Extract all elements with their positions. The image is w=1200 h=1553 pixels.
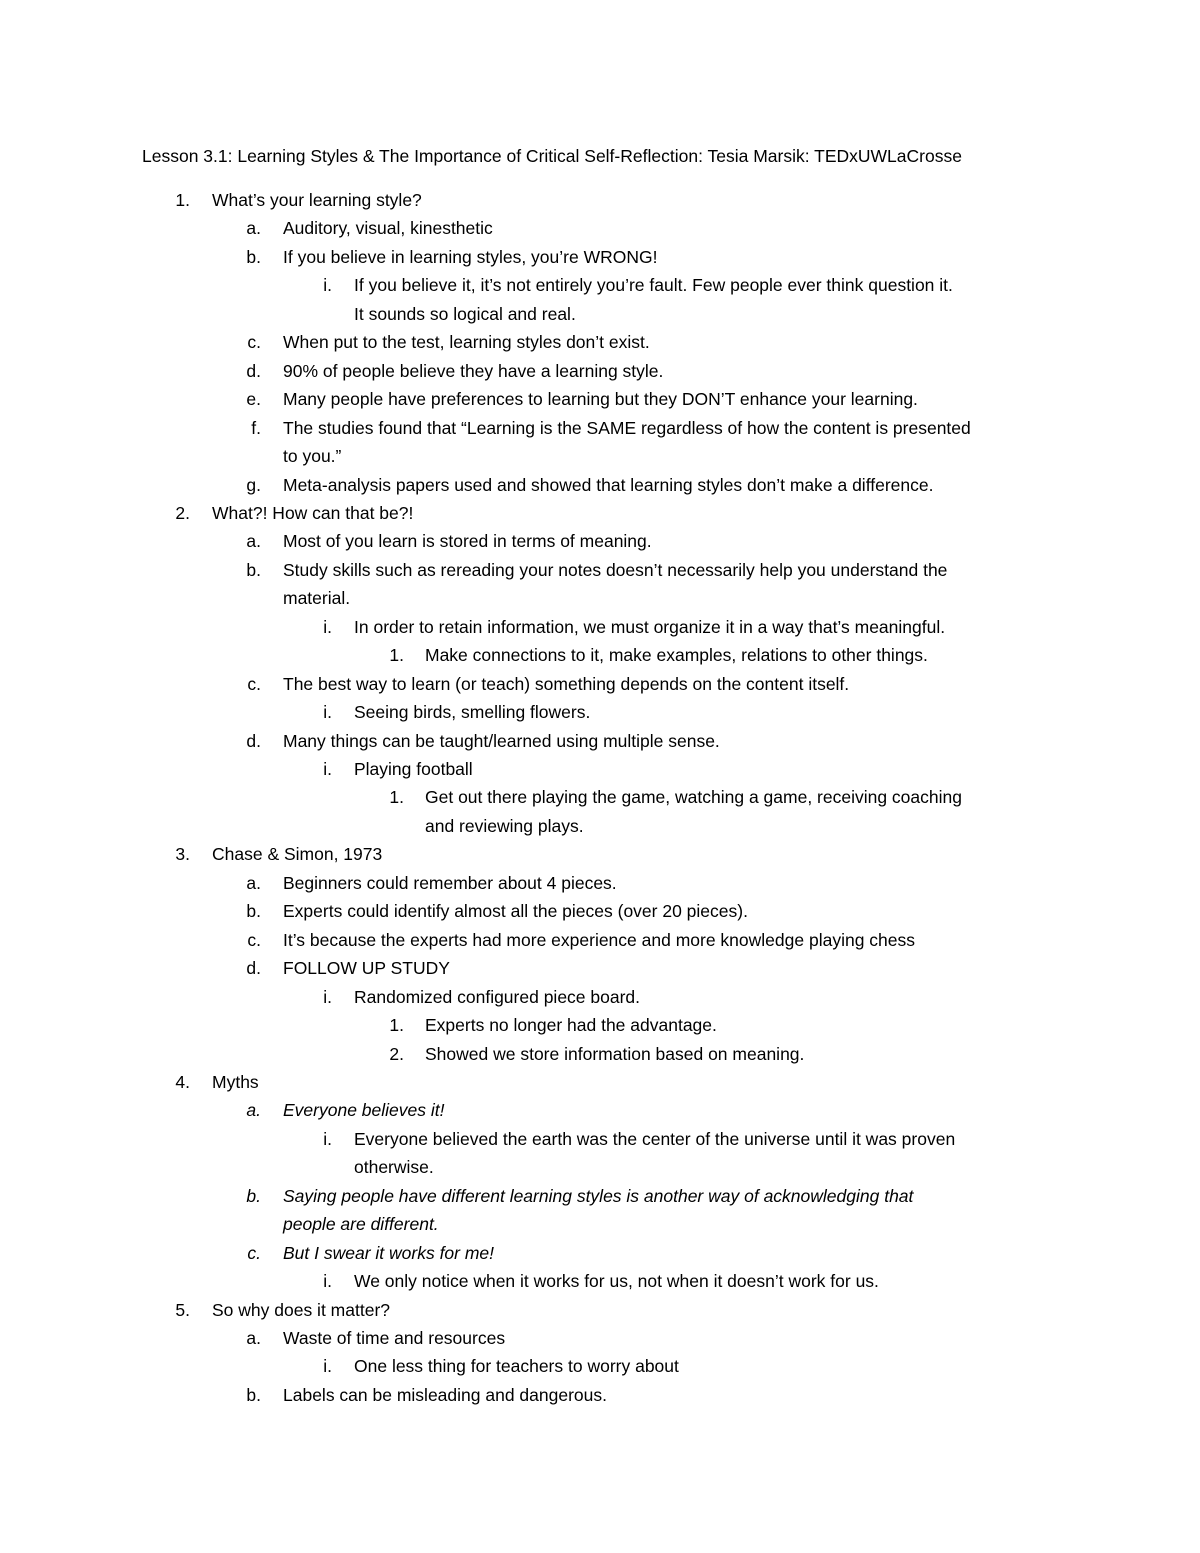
list-item-text: So why does it matter? — [212, 1300, 390, 1320]
list-item-text: One less thing for teachers to worry about — [354, 1356, 679, 1376]
list-item-text: otherwise. — [354, 1157, 434, 1177]
list-item-text: Many things can be taught/learned using multiple sense. — [283, 731, 720, 751]
list-marker: b. — [246, 560, 261, 580]
list-marker: i. — [323, 759, 332, 779]
list-item-text: In order to retain information, we must organize it in a way that’s meaningful. — [354, 617, 946, 637]
list-item-text: It’s because the experts had more experience and more knowledge playing chess — [283, 930, 915, 950]
list-item-text: Everyone believes it! — [283, 1100, 445, 1120]
list-marker: 1. — [389, 1015, 404, 1035]
list-item-text: If you believe it, it’s not entirely you’re fault. Few people ever think question it. — [354, 275, 953, 295]
list-marker: b. — [246, 247, 261, 267]
list-item-text: Meta-analysis papers used and showed that learning styles don’t make a difference. — [283, 475, 934, 495]
list-marker: 1. — [389, 645, 404, 665]
list-marker: 2. — [389, 1044, 404, 1064]
list-item-text: If you believe in learning styles, you’re WRONG! — [283, 247, 658, 267]
list-marker: i. — [323, 1356, 332, 1376]
list-marker: b. — [246, 901, 261, 921]
list-item-text: FOLLOW UP STUDY — [283, 958, 450, 978]
list-item-text: Myths — [212, 1072, 259, 1092]
list-item-text: and reviewing plays. — [425, 816, 584, 836]
page-title: Lesson 3.1: Learning Styles & The Importance of Critical Self-Reflection: Tesia Marsik: TEDxUWLaCrosse — [142, 146, 962, 166]
list-marker: i. — [323, 987, 332, 1007]
list-marker: i. — [323, 1271, 332, 1291]
list-item-text: What?! How can that be?! — [212, 503, 414, 523]
list-item-text: Seeing birds, smelling flowers. — [354, 702, 591, 722]
list-marker: d. — [246, 958, 261, 978]
list-item-text: Study skills such as rereading your notes doesn’t necessarily help you understand the — [283, 560, 948, 580]
list-item-text: We only notice when it works for us, not when it doesn’t work for us. — [354, 1271, 879, 1291]
list-marker: i. — [323, 275, 332, 295]
list-marker: d. — [246, 731, 261, 751]
list-item-text: material. — [283, 588, 351, 608]
list-marker: i. — [323, 1129, 332, 1149]
list-item-text: Playing football — [354, 759, 473, 779]
list-marker: 1. — [389, 787, 404, 807]
list-marker: a. — [246, 1100, 261, 1120]
list-item-text: Get out there playing the game, watching a game, receiving coaching — [425, 787, 962, 807]
list-marker: c. — [247, 674, 261, 694]
list-marker: g. — [246, 475, 261, 495]
list-marker: 3. — [175, 844, 190, 864]
list-item-text: Beginners could remember about 4 pieces. — [283, 873, 617, 893]
list-item-text: Labels can be misleading and dangerous. — [283, 1385, 607, 1405]
list-item-text: 90% of people believe they have a learning style. — [283, 361, 664, 381]
list-item-text: It sounds so logical and real. — [354, 304, 576, 324]
list-marker: a. — [246, 531, 261, 551]
list-item-text: Experts could identify almost all the pieces (over 20 pieces). — [283, 901, 748, 921]
list-marker: 2. — [175, 503, 190, 523]
list-marker: b. — [246, 1186, 261, 1206]
list-marker: f. — [251, 418, 261, 438]
list-item-text: Chase & Simon, 1973 — [212, 844, 383, 864]
list-marker: 5. — [175, 1300, 190, 1320]
list-marker: d. — [246, 361, 261, 381]
list-item-text: Saying people have different learning styles is another way of acknowledging that — [283, 1186, 914, 1206]
list-item-text: to you.” — [283, 446, 342, 466]
list-marker: 1. — [175, 190, 190, 210]
list-marker: c. — [247, 1243, 261, 1263]
list-marker: i. — [323, 702, 332, 722]
list-item-text: The studies found that “Learning is the SAME regardless of how the content is presented — [283, 418, 971, 438]
list-marker: a. — [246, 218, 261, 238]
list-item-text: The best way to learn (or teach) something depends on the content itself. — [283, 674, 850, 694]
list-item-text: But I swear it works for me! — [283, 1243, 495, 1263]
list-marker: a. — [246, 873, 261, 893]
list-marker: b. — [246, 1385, 261, 1405]
list-item-text: Make connections to it, make examples, relations to other things. — [425, 645, 928, 665]
list-item-text: Everyone believed the earth was the center of the universe until it was proven — [354, 1129, 956, 1149]
list-item-text: What’s your learning style? — [212, 190, 422, 210]
list-marker: i. — [323, 617, 332, 637]
list-item-text: Waste of time and resources — [283, 1328, 506, 1348]
list-item-text: Most of you learn is stored in terms of meaning. — [283, 531, 652, 551]
list-marker: c. — [247, 332, 261, 352]
list-item-text: Experts no longer had the advantage. — [425, 1015, 717, 1035]
list-item-text: When put to the test, learning styles don’t exist. — [283, 332, 650, 352]
list-marker: c. — [247, 930, 261, 950]
list-marker: e. — [246, 389, 261, 409]
list-item-text: Showed we store information based on meaning. — [425, 1044, 805, 1064]
list-item-text: people are different. — [283, 1214, 439, 1234]
list-marker: 4. — [175, 1072, 190, 1092]
list-item-text: Randomized configured piece board. — [354, 987, 641, 1007]
list-item-text: Auditory, visual, kinesthetic — [283, 218, 493, 238]
list-item-text: Many people have preferences to learning but they DON’T enhance your learning. — [283, 389, 918, 409]
list-marker: a. — [246, 1328, 261, 1348]
